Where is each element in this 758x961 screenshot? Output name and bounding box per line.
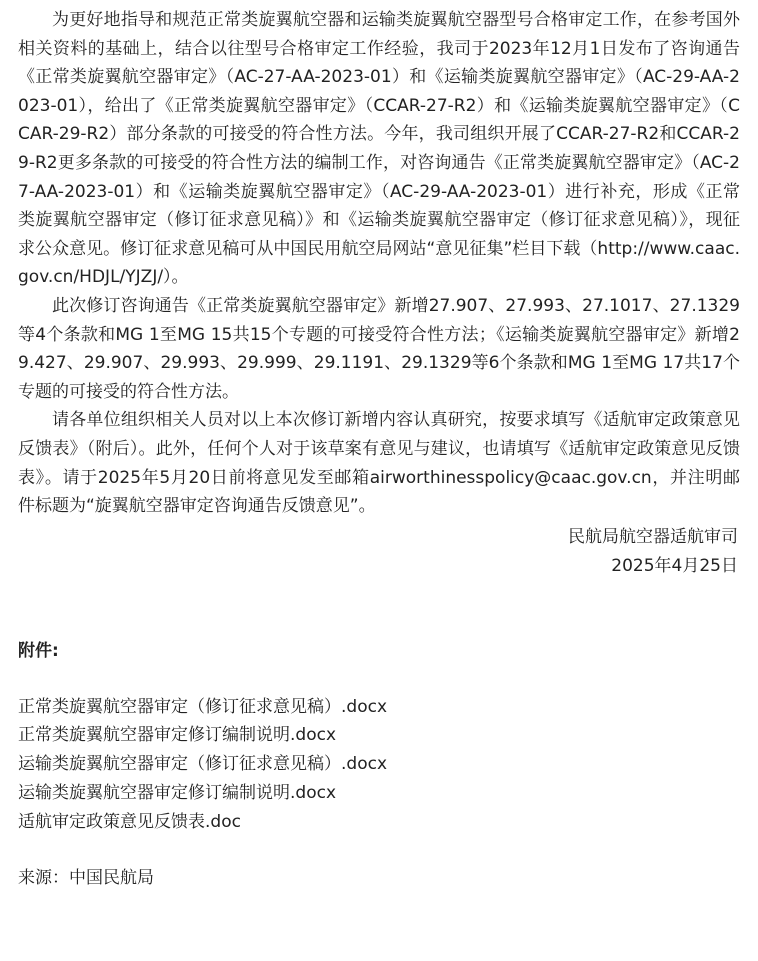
- signature-block: [18, 523, 740, 581]
- source-line: 来源：中国民航局: [18, 868, 154, 889]
- attachment-link[interactable]: 运输类旋翼航空器审定修订编制说明.docx: [18, 782, 337, 803]
- attachments-title: 附件:: [18, 640, 59, 661]
- attachment-link[interactable]: 适航审定政策意见反馈表.doc: [18, 811, 241, 832]
- attachment-link[interactable]: 正常类旋翼航空器审定（修订征求意见稿）.docx: [18, 696, 388, 717]
- attachment-link[interactable]: 正常类旋翼航空器审定修订编制说明.docx: [18, 725, 337, 746]
- notice-paragraph-2: 此次修订咨询通告《正常类旋翼航空器审定》新增27.907、27.993、27.1017、27.1329等4个条款和MG 1至MG 15共15个专题的可接受符合性方法；《运输类旋翼航空器审定》新增29.427、29.907、29.993、29.999、29.1191、29.1329等6个条款和MG 1至MG 17共17个专题的可接受的符合性方法。: [18, 295, 740, 402]
- notice-paragraph-3: 请各单位组织相关人员对以上本次修订新增内容认真研究，按要求填写《适航审定政策意见反馈表》（附后）。此外，任何个人对于该草案有意见与建议，也请填写《适航审定政策意见反馈表》。请于2025年5月20日前将意见发至邮箱airworthinesspolicy@caac.gov.cn，并注明邮件标题为“旋翼航空器审定咨询通告反馈意见”。: [18, 410, 740, 517]
- notice-paragraph-1: 为更好地指导和规范正常类旋翼航空器和运输类旋翼航空器型号合格审定工作，在参考国外相关资料的基础上，结合以往型号合格审定工作经验，我司于2023年12月1日发布了咨询通告《正常类旋翼航空器审定》（AC-27-AA-2023-01）和《运输类旋翼航空器审定》（AC-29-AA-2023-01），给出了《正常类旋翼航空器审定》（CCAR-27-R2）和《运输类旋翼航空器审定》（CCAR-29-R2）部分条款的可接受的符合性方法。今年，我司组织开展了CCAR-27-R2和CCAR-29-R2更多条款的可接受的符合性方法的编制工作，对咨询通告《正常类旋翼航空器审定》（AC-27-AA-2023-01）和《运输类旋翼航空器审定》（AC-29-AA-2023-01）进行补充，形成《正常类旋翼航空器审定（修订征求意见稿）》和《运输类旋翼航空器审定（修订征求意见稿）》，现征求公众意见。修订征求意见稿可从中国民用航空局网站“意见征集”栏目下载（http://www.caac.gov.cn/HDJL/YJZJ/）。: [18, 10, 740, 288]
- attachment-list: [18, 693, 740, 837]
- attachment-link[interactable]: 运输类旋翼航空器审定（修订征求意见稿）.docx: [18, 754, 388, 775]
- issue-date: 2025年4月25日: [611, 555, 738, 576]
- issuer-name: 民航局航空器适航审司: [568, 526, 738, 547]
